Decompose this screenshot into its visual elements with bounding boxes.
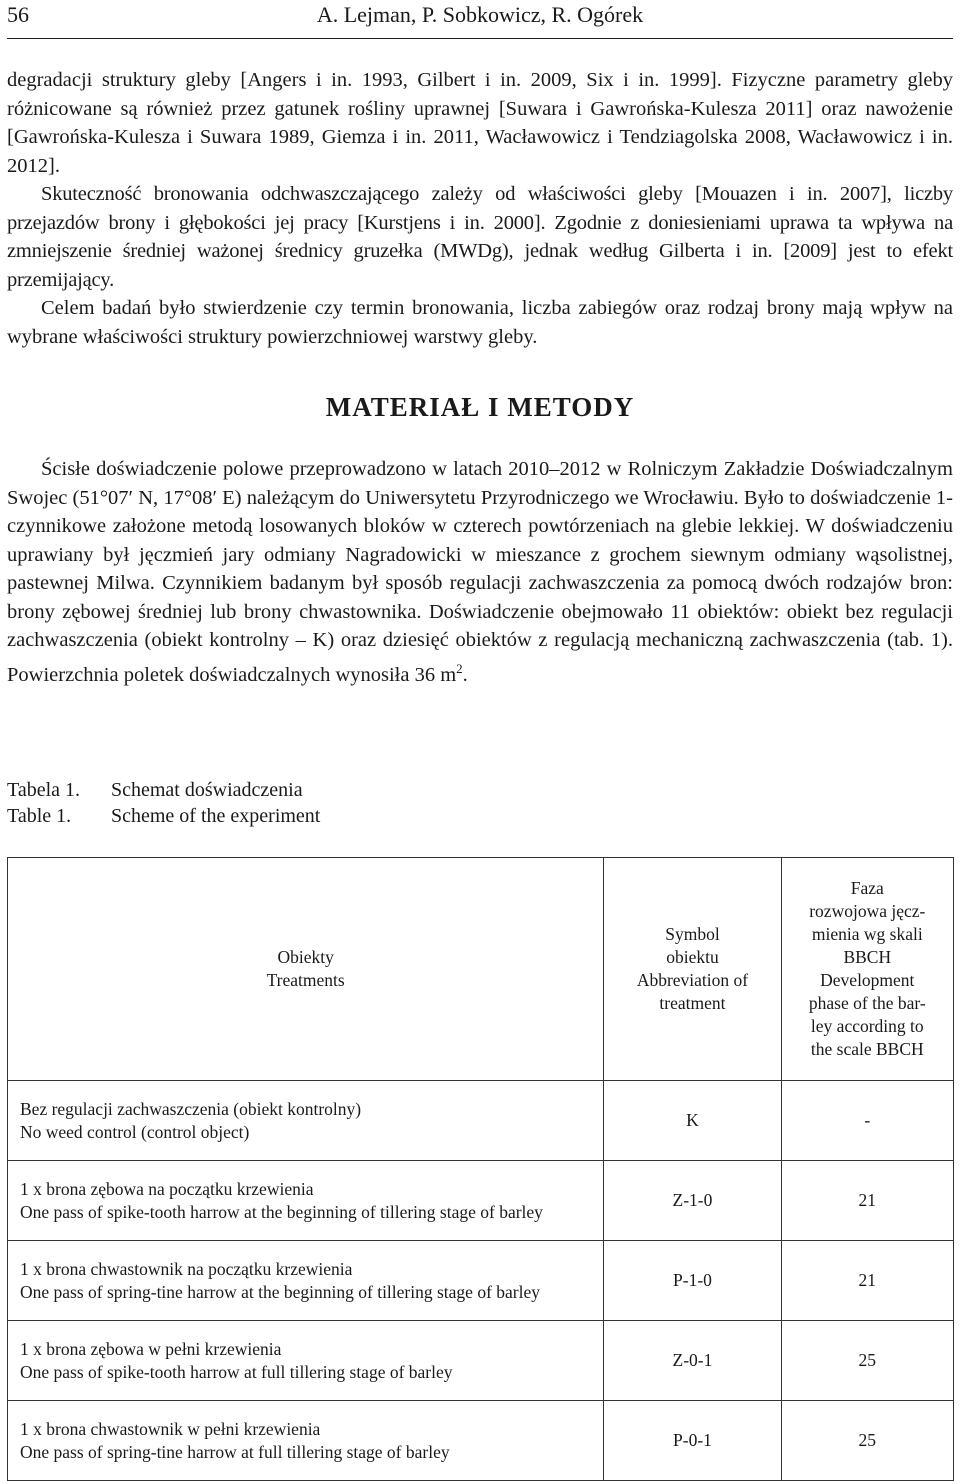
header-phase-line: Development: [820, 970, 915, 990]
bbch-cell: 25: [781, 1401, 953, 1481]
header-phase-line: BBCH: [843, 947, 892, 967]
table-title-pl: Schemat doświadczenia: [111, 779, 303, 801]
table-row: [8, 1161, 954, 1241]
header-phase-line: mienia wg skali: [811, 924, 923, 944]
treatment-en: One pass of spring-tine harrow at the beginning of tillering stage of barley: [20, 1281, 540, 1302]
symbol-cell: P-1-0: [604, 1241, 781, 1321]
bbch-cell: -: [781, 1081, 953, 1161]
table-row: [8, 1081, 954, 1161]
bbch-cell: 21: [781, 1241, 953, 1321]
running-header-authors: A. Lejman, P. Sobkowicz, R. Ogórek: [316, 2, 644, 27]
table-row: [8, 1401, 954, 1481]
header-phase-line: rozwojowa jęcz-: [809, 901, 926, 921]
treatment-cell: [8, 1081, 604, 1161]
table-row: [8, 1321, 954, 1401]
header-phase-line: Faza: [850, 878, 884, 898]
symbol-cell: Z-1-0: [604, 1161, 781, 1241]
methods-text: [7, 455, 953, 689]
treatment-cell: [8, 1401, 604, 1481]
header-symbol-line: Abbreviation of: [636, 970, 749, 990]
treatment-en: One pass of spring-tine harrow at full tillering stage of barley: [20, 1441, 450, 1462]
bbch-cell: 21: [781, 1161, 953, 1241]
intro-paragraph-3: Celem badań było stwierdzenie czy termin bronowania, liczba zabiegów oraz rodzaj brony mają wpływ na wybrane właściwości struktury powierzchniowej warstwy gleby.: [7, 297, 953, 348]
intro-paragraph-1: degradacji struktury gleby [Angers i in. 1993, Gilbert i in. 2009, Six i in. 1999]. Fizyczne parametry gleby różnicowane są również przez gatunek rośliny uprawnej [Suwara i Gawrońska-Kulesza 2011] oraz nawożenie [Gawrońska-Kulesza i Suwara 1989, Giemza i in. 2011, Wacławowicz i Tendziagolska 2008, Wacławowicz i in. 2012].: [7, 69, 953, 177]
treatment-cell: [8, 1241, 604, 1321]
page-number: 56: [7, 2, 29, 27]
header-treatments-pl: Obiekty: [277, 947, 334, 967]
header-phase: [781, 858, 953, 1081]
section-title: MATERIAŁ I METODY: [325, 392, 635, 422]
treatment-en: One pass of spike-tooth harrow at full tillering stage of barley: [20, 1361, 453, 1382]
treatment-cell: [8, 1321, 604, 1401]
header-treatments: [8, 858, 604, 1081]
header-phase-line: ley according to: [810, 1016, 924, 1036]
bbch-cell: 25: [781, 1321, 953, 1401]
table-label-en: Table 1.: [7, 805, 72, 827]
table-label-pl: Tabela 1.: [7, 779, 81, 801]
intro-text: [7, 66, 953, 351]
treatment-en: No weed control (control object): [20, 1121, 250, 1142]
methods-paragraph-1-text: Ścisłe doświadczenie polowe przeprowadzono w latach 2010–2012 w Rolniczym Zakładzie Doświadczalnym Swojec (51°07′ N, 17°08′ E) należącym do Uniwersytetu Przyrodniczego we Wrocławiu. Było to doświadczenie 1-czynnikowe założone metodą losowanych bloków w czterech powtórzeniach na glebie lekkiej. W doświadczeniu uprawiany był jęczmień jary odmiany Nagradowicki w mieszance z grochem siewnym odmiany wąsolistnej, pastewnej Milwa. Czynnikiem badanym był sposób regulacji zachwaszczenia za pomocą dwóch rodzajów bron: brony zębowej średniej lub brony chwastownika. Doświadczenie obejmowało 11 obiektów: obiekt bez regulacji zachwaszczenia (obiekt kontrolny – K) oraz dziesięć obiektów z regulacją mechaniczną zachwaszczenia (tab. 1). Powierzchnia poletek doświadczalnych wynosiła 36 m: [7, 458, 953, 686]
symbol-cell: K: [604, 1081, 781, 1161]
treatment-pl: Bez regulacji zachwaszczenia (obiekt kontrolny): [20, 1098, 362, 1119]
treatment-pl: 1 x brona zębowa w pełni krzewienia: [20, 1338, 282, 1359]
treatment-en: One pass of spike-tooth harrow at the beginning of tillering stage of barley: [20, 1201, 543, 1222]
header-treatments-en: Treatments: [266, 970, 345, 990]
table-title-en: Scheme of the experiment: [111, 805, 321, 827]
header-symbol-line: treatment: [659, 993, 726, 1013]
header-symbol-line: obiektu: [666, 947, 719, 967]
intro-paragraph-2: Skuteczność bronowania odchwaszczającego zależy od właściwości gleby [Mouazen i in. 2007], liczby przejazdów brony i głębokości jej pracy [Kurstjens i in. 2000]. Zgodnie z doniesieniami uprawa ta wpływa na zmniejszenie średniej ważonej średnicy gruzełka (MWDg), jednak według Gilberta i in. [2009] jest to efekt przemijający.: [7, 183, 953, 291]
methods-paragraph-1-end: .: [462, 663, 468, 686]
header-symbol: [604, 858, 781, 1081]
methods-paragraph-1: [7, 455, 953, 689]
symbol-cell: P-0-1: [604, 1401, 781, 1481]
table-caption-pl: [7, 777, 303, 803]
running-header: [7, 0, 953, 39]
symbol-cell: Z-0-1: [604, 1321, 781, 1401]
superscript-2: 2: [456, 660, 463, 676]
experiment-table: [7, 857, 954, 1481]
table-row: [8, 1241, 954, 1321]
treatment-pl: 1 x brona chwastownik na początku krzewienia: [20, 1258, 353, 1279]
treatment-cell: [8, 1161, 604, 1241]
header-phase-line: phase of the bar-: [808, 993, 926, 1013]
treatment-pl: 1 x brona chwastownik w pełni krzewienia: [20, 1418, 321, 1439]
header-symbol-line: Symbol: [665, 924, 720, 944]
header-phase-line: the scale BBCH: [810, 1039, 924, 1059]
table-caption-en: [7, 803, 320, 829]
table-header-row: [8, 858, 954, 1081]
treatment-pl: 1 x brona zębowa na początku krzewienia: [20, 1178, 314, 1199]
